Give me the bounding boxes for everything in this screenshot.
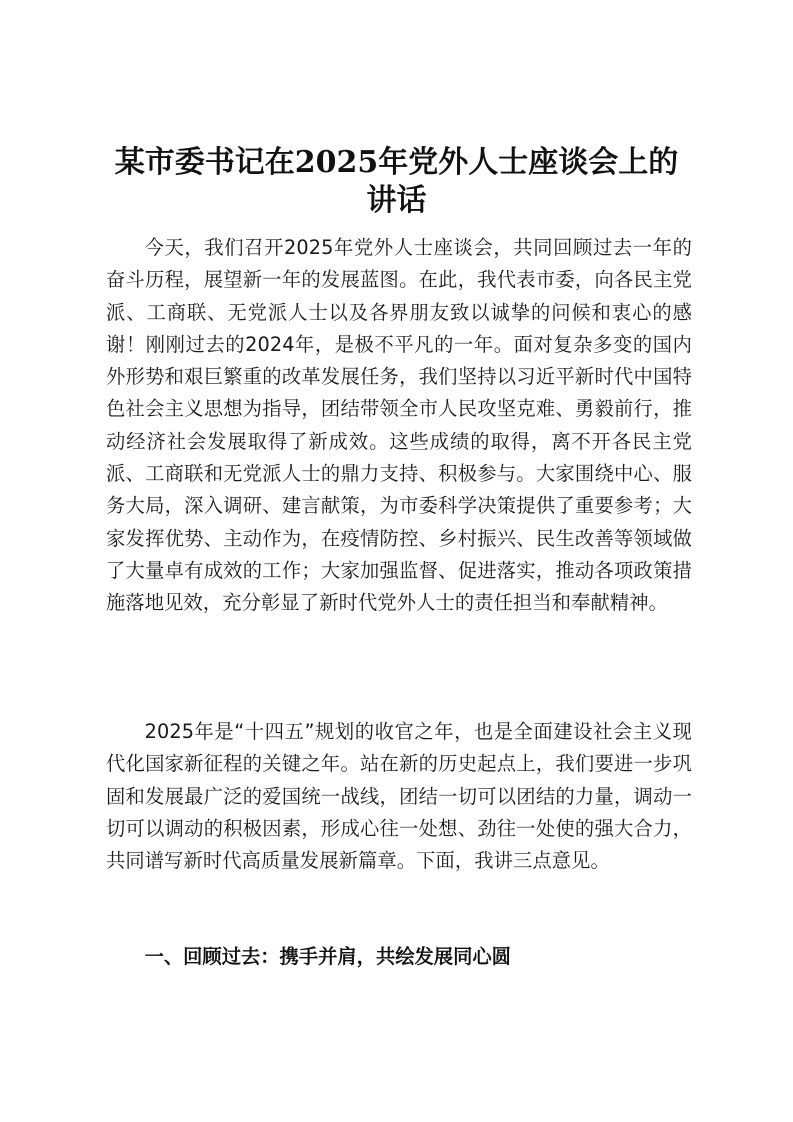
paragraph-outlook: 2025年是“十四五”规划的收官之年，也是全面建设社会主义现代化国家新征程的关键之年。站在新的历史起点上，我们要进一步巩固和发展最广泛的爱国统一战线，团结一切可以团结的力量，调动一切可以调动的积极因素，形成心往一处想、劲往一处使的强大合力，共同谱写新时代高质量发展新篇章。下面，我讲三点意见。: [106, 720, 692, 873]
section-heading: 一、回顾过去：携手并肩，共绘发展同心圆: [144, 945, 511, 968]
document-title: 某市委书记在2025年党外人士座谈会上的讲话: [114, 145, 679, 218]
paragraph-opening: 今天，我们召开2025年党外人士座谈会，共同回顾过去一年的奋斗历程，展望新一年的发展蓝图。在此，我代表市委，向各民主党派、工商联、无党派人士以及各界朋友致以诚挚的问候和衷心的感谢！刚刚过去的2024年，是极不平凡的一年。面对复杂多变的国内外形势和艰巨繁重的改革发展任务，我们坚持以习近平新时代中国特色社会主义思想为指导，团结带领全市人民攻坚克难、勇毅前行，推动经济社会发展取得了新成效。这些成绩的取得，离不开各民主党派、工商联和无党派人士的鼎力支持、积极参与。大家围绕中心、服务大局，深入调研、建言献策，为市委科学决策提供了重要参考；大家发挥优势、主动作为，在疫情防控、乡村振兴、民生改善等领域做了大量卓有成效的工作；大家加强监督、促进落实，推动各项政策措施落地见效，充分彰显了新时代党外人士的责任担当和奉献精神。: [106, 236, 692, 615]
